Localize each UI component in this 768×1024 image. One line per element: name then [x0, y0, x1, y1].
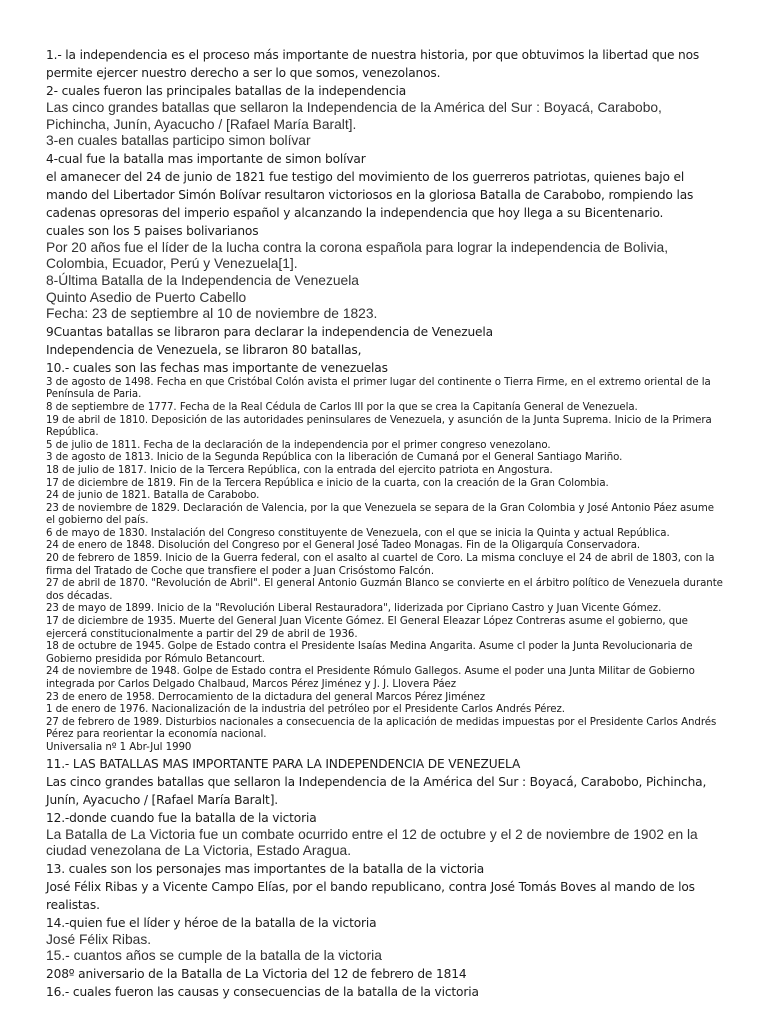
- text-line: 15.- cuantos años se cumple de la batalla de la victoria: [46, 948, 382, 964]
- text-line: 23 de noviembre de 1829. Declaración de Valencia, por la que Venezuela se separa de la Gran Colombia y José Antonio Páez asume el gobierno del país.: [46, 502, 714, 527]
- text-line: 8 de septiembre de 1777. Fecha de la Real Cédula de Carlos III por la que se crea la Capitanía General de Venezuela.: [46, 401, 638, 413]
- text-line: 3 de agosto de 1498. Fecha en que Cristóbal Colón avista el primer lugar del continente o Tierra Firme, en el extremo oriental de la Península de Paria.: [46, 376, 711, 401]
- text-line: 20 de febrero de 1859. Inicio de la Guerra federal, con el asalto al cuartel de Coro. La misma concluye el 24 de abril de 1803, con la firma del Tratado de Coche que transfiere el poder a Juan Crisóstomo Falcón.: [46, 553, 715, 577]
- text-line: 1 de enero de 1976. Nacionalización de la industria del petróleo por el Presidente Carlos Andrés Pérez.: [46, 704, 565, 716]
- text-line: Las cinco grandes batallas que sellaron la Independencia de la América del Sur : Boyacá, Carabobo, Pichincha, Junín, Ayacucho / [Rafael María Baralt].: [46, 100, 662, 132]
- text-line: Fecha: 23 de septiembre al 10 de noviembre de 1823.: [46, 306, 378, 322]
- text-line: 5 de julio de 1811. Fecha de la declaración de la independencia por el primer congreso venezolano.: [46, 439, 551, 451]
- text-line: cuales son los 5 paises bolivarianos: [46, 223, 259, 238]
- text-line: 2- cuales fueron las principales batallas de la independencia: [46, 84, 407, 98]
- text-line: 8-Última Batalla de la Independencia de Venezuela: [46, 272, 359, 288]
- text-line: 24 de noviembre de 1948. Golpe de Estado contra el Presidente Rómulo Gallegos. Asume el poder una Junta Militar de Gobierno integrada por Carlos Delgado Chalbaud, Marcos Pérez Jiménez y J. J. Llovera Páez: [46, 666, 695, 690]
- text-line: José Félix Ribas y a Vicente Campo Elías, por el bando republicano, contra José Tomás Boves al mando de los realistas.: [46, 879, 695, 912]
- text-line: Independencia de Venezuela, se libraron 80 batallas,: [46, 342, 362, 357]
- text-line: 16.- cuales fueron las causas y consecuencias de la batalla de la victoria: [46, 984, 479, 999]
- text-line: Por 20 años fue el líder de la lucha contra la corona española para lograr la independencia de Bolivia, Colombia, Ecuador, Perú y Venezuela[1].: [46, 239, 669, 272]
- text-line: 27 de febrero de 1989. Disturbios nacionales a consecuencia de la aplicación de medidas impuestas por el Presidente Carlos Andrés Pérez para reorientar la economía nacional.: [46, 716, 717, 741]
- text-line: 18 de octubre de 1945. Golpe de Estado contra el Presidente Isaías Medina Angarita. Asume cl poder la Junta Revolucionaria de Gobierno presidida por Rómulo Betancourt.: [46, 641, 693, 665]
- text-line: 24 de enero de 1848. Disolución del Congreso por el General José Tadeo Monagas. Fin de la Oligarquía Conservadora.: [46, 540, 641, 552]
- text-line: 10.- cuales son las fechas mas importante de venezuelas: [46, 360, 388, 375]
- text-line: 18 de julio de 1817. Inicio de la Tercera República, con la entrada del ejercito patriota en Angostura.: [46, 464, 553, 476]
- text-line: 6 de mayo de 1830. Instalación del Congreso constituyente de Venezuela, con el que se inicia la Quinta y actual República.: [46, 527, 670, 539]
- text-line: La Batalla de La Victoria fue un combate ocurrido entre el 12 de octubre y el 2 de noviembre de 1902 en la ciudad venezolana de La Victoria, Estado Aragua.: [46, 826, 698, 859]
- document-page: [46, 46, 726, 1001]
- text-line: Las cinco grandes batallas que sellaron la Independencia de la América del Sur : Boyacá, Carabobo, Pichincha, Junín, Ayacucho / [Rafael María Baralt].: [46, 774, 707, 807]
- text-line: 17 de diciembre de 1819. Fin de la Tercera República e inicio de la cuarta, con la creación de la Gran Colombia.: [46, 477, 609, 489]
- text-line: 11.- LAS BATALLAS MAS IMPORTANTE PARA LA INDEPENDENCIA DE VENEZUELA: [46, 756, 521, 771]
- text-line: 17 de diciembre de 1935. Muerte del General Juan Vicente Gómez. El General Eleazar López Contreras asume el gobierno, que ejercerá constitucionalmente a partir del 29 de abril de 1936.: [46, 616, 688, 640]
- text-line: 24 de junio de 1821. Batalla de Carabobo.: [46, 490, 260, 502]
- text-line: 1.- la independencia es el proceso más importante de nuestra historia, por que obtuvimos la libertad que nos permite ejercer nuestro derecho a ser lo que somos, venezolanos.: [46, 48, 700, 80]
- text-line: 23 de mayo de 1899. Inicio de la "Revolución Liberal Restauradora", liderizada por Cipriano Castro y Juan Vicente Gómez.: [46, 603, 662, 615]
- text-line: 23 de enero de 1958. Derrocamiento de la dictadura del general Marcos Pérez Jiménez: [46, 691, 486, 703]
- text-line: 208º aniversario de la Batalla de La Victoria del 12 de febrero de 1814: [46, 966, 467, 981]
- text-line: 13. cuales son los personajes mas importantes de la batalla de la victoria: [46, 861, 485, 876]
- text-line: 9Cuantas batallas se libraron para declarar la independencia de Venezuela: [46, 324, 493, 339]
- text-line: José Félix Ribas.: [46, 931, 152, 947]
- text-line: el amanecer del 24 de junio de 1821 fue testigo del movimiento de los guerreros patriotas, quienes bajo el mando del Libertador Simón Bolívar resultaron victoriosos en la gloriosa Batalla de Carabobo, rompiendo las cadenas opresoras del imperio español y alcanzando la independencia que hoy llega a su Bicentenario.: [46, 169, 694, 220]
- text-line: 3 de agosto de 1813. Inicio de la Segunda República con la liberación de Cumaná por el General Santiago Mariño.: [46, 452, 623, 464]
- text-line: Universalia nº 1 Abr-Jul 1990: [46, 741, 192, 753]
- text-line: 3-en cuales batallas participo simon bolívar: [46, 133, 311, 149]
- text-line: Quinto Asedio de Puerto Cabello: [46, 289, 247, 305]
- text-line: 19 de abril de 1810. Deposición de las autoridades peninsulares de Venezuela, y asunción de la Junta Suprema. Inicio de la Primera República.: [46, 414, 712, 439]
- text-line: 14.-quien fue el líder y héroe de la batalla de la victoria: [46, 915, 377, 930]
- text-line: 12.-donde cuando fue la batalla de la victoria: [46, 810, 317, 825]
- text-line: 4-cual fue la batalla mas importante de simon bolívar: [46, 151, 366, 166]
- text-line: 27 de abril de 1870. "Revolución de Abril". El general Antonio Guzmán Blanco se convierte en el árbitro político de Venezuela durante dos décadas.: [46, 578, 723, 602]
